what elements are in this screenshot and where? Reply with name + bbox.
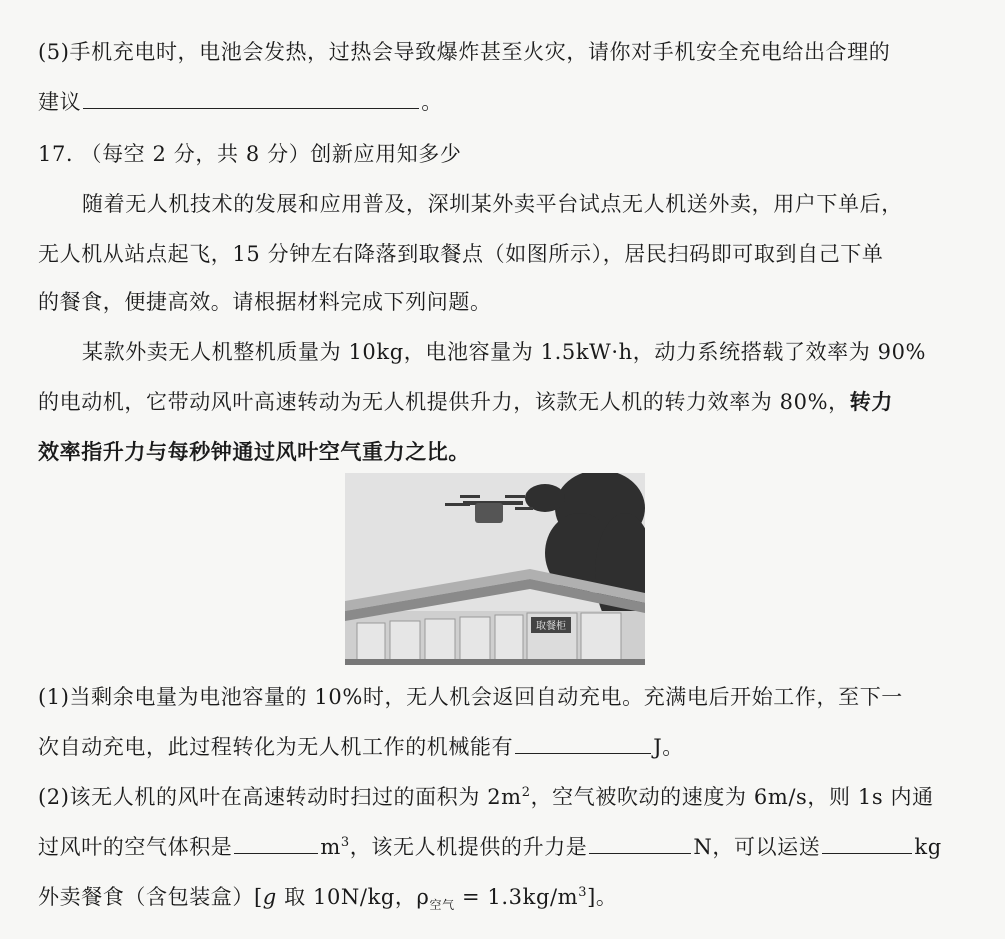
q5-answer-blank[interactable]	[83, 88, 419, 109]
sub2-unit-m-sup: 3	[340, 835, 350, 850]
q17-intro-line-3: 的餐食，便捷高效。请根据材料完成下列问题。	[38, 290, 492, 314]
sub1-prefix: 次自动充电，此过程转化为无人机工作的机械能有	[38, 735, 514, 759]
q17-header: 17. （每空 2 分，共 8 分）创新应用知多少	[38, 142, 462, 166]
sub2-line-3-d: ]。	[587, 885, 618, 909]
sub2-line-3-c: = 1.3kg/m	[454, 885, 579, 909]
sub2-line-3-a: 外卖餐食（含包装盒）[	[38, 885, 263, 909]
sub1-line-1: (1)当剩余电量为电池容量的 10%时，无人机会返回自动充电。充满电后开始工作，至下一	[38, 685, 903, 709]
q17-intro-line-1: 随着无人机技术的发展和应用普及，深圳某外卖平台试点无人机送外卖，用户下单后，	[82, 192, 903, 216]
sub2-line-2	[38, 833, 942, 861]
sub2-line-1	[38, 783, 934, 811]
drone-delivery-photo	[345, 473, 645, 665]
q17-spec-line-2-bold: 转力	[849, 389, 893, 414]
sub2-line-3-b: 取 10N/kg，ρ	[276, 885, 430, 909]
sub2-line-2-prefix: 过风叶的空气体积是	[38, 835, 233, 859]
sub1-line-2	[38, 733, 684, 761]
q17-spec-line-3-bold: 效率指升力与每秒钟通过风叶空气重力之比。	[38, 439, 470, 464]
sub2-line-1-b: ，空气被吹动的速度为 6m/s，则 1s 内通	[530, 785, 934, 809]
pickup-sign-text: 取餐柜	[536, 621, 566, 632]
sub2-unit-m: m	[320, 835, 341, 859]
sub2-lift-blank[interactable]	[589, 833, 691, 854]
q17-spec-line-2-text: 的电动机，它带动风叶高速转动为无人机提供升力，该款无人机的转力效率为 80%，	[38, 390, 850, 414]
sub2-line-3-g: g	[262, 885, 277, 909]
sub2-mass-blank[interactable]	[822, 833, 912, 854]
sub2-unit-n: N，可以运送	[693, 835, 821, 859]
sub2-unit-kg: kg	[914, 835, 942, 859]
q5-line-1: (5)手机充电时，电池会发热，过热会导致爆炸甚至火灾，请你对手机安全充电给出合理的	[38, 40, 891, 64]
drone-scene-graphic	[345, 473, 645, 665]
sub2-line-1-a: (2)该无人机的风叶在高速转动时扫过的面积为 2m	[38, 785, 522, 809]
sub2-line-3	[38, 883, 617, 911]
sub2-line-3-sub: 空气	[429, 898, 455, 913]
q17-intro-line-2: 无人机从站点起飞，15 分钟左右降落到取餐点（如图所示），居民扫码即可取到自己下单	[38, 242, 884, 266]
sub2-line-2-mid: ，该无人机提供的升力是	[349, 835, 588, 859]
sub1-answer-blank[interactable]	[515, 733, 651, 754]
q5-line-2	[38, 88, 443, 116]
sub2-volume-blank[interactable]	[234, 833, 318, 854]
q17-spec-line-2	[38, 388, 893, 416]
q17-spec-line-1: 某款外卖无人机整机质量为 10kg，电池容量为 1.5kW·h，动力系统搭载了效率为 90%	[82, 340, 927, 364]
sub1-unit: J。	[653, 735, 684, 759]
sub2-line-1-sup: 2	[521, 785, 531, 800]
q5-prefix: 建议	[38, 90, 82, 114]
sub2-line-3-sup: 3	[578, 885, 588, 900]
q5-suffix: 。	[421, 90, 443, 114]
